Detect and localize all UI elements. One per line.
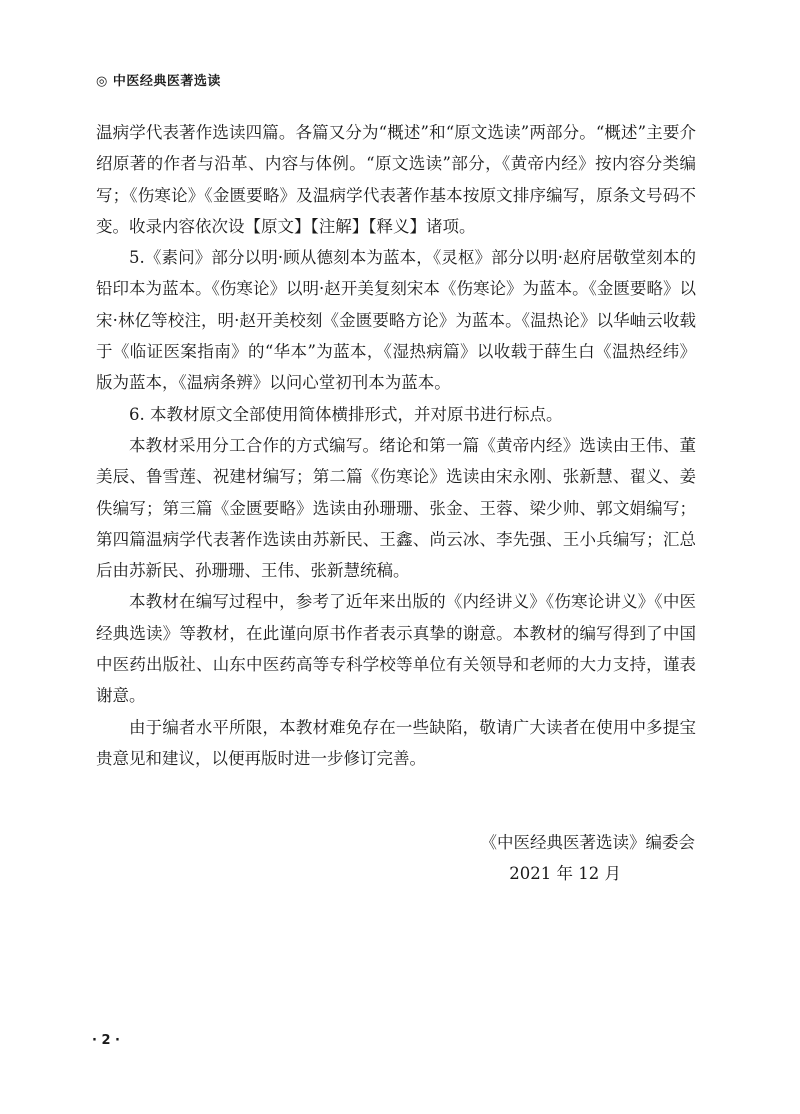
paragraph-acknowledgement: 本教材在编写过程中，参考了近年来出版的《内经讲义》《伤寒论讲义》《中医经典选读》等教材，在此谨向原书作者表示真挚的谢意。本教材的编写得到了中国中医药出版社、山东中医药高等专科学校等单位有关领导和老师的大力支持，谨表谢意。 [96, 592, 696, 706]
paragraph-item-6: 6. 本教材原文全部使用简体横排形式，并对原书进行标点。 [129, 404, 563, 424]
paragraph-authors: 本教材采用分工合作的方式编写。绪论和第一篇《黄帝内经》选读由王伟、董美辰、鲁雪莲、祝建材编写；第二篇《伤寒论》选读由宋永刚、张新慧、翟义、姜佚编写；第三篇《金匮要略》选读由孙珊珊、张金、王蓉、梁少帅、郭文娟编写；第四篇温病学代表著作选读由苏新民、王鑫、尚云冰、李先强、王小兵编写；汇总后由苏新民、孙珊珊、王伟、张新慧统稿。 [96, 435, 696, 581]
body-text [96, 117, 696, 774]
signature-date: 2021 年 12 月 [509, 864, 621, 884]
paragraph-closing: 由于编者水平所限，本教材难免存在一些缺陷，敬请广大读者在使用中多提宝贵意见和建议，以便再版时进一步修订完善。 [96, 717, 696, 768]
signature-committee: 《中医经典医著选读》编委会 [480, 833, 695, 852]
paragraph-continuation: 温病学代表著作选读四篇。各篇又分为“概述”和“原文选读”两部分。“概述”主要介绍原著的作者与沿革、内容与体例。“原文选读”部分，《黄帝内经》按内容分类编写；《伤寒论》《金匮要略》及温病学代表著作基本按原文排序编写，原条文号码不变。收录内容依次设【原文】【注解】【释义】诸项。 [96, 123, 696, 236]
signature-block [481, 827, 696, 890]
paragraph-item-5: 5.《素问》部分以明·顾从德刻本为蓝本，《灵枢》部分以明·赵府居敬堂刻本的铅印本为蓝本。《伤寒论》以明·赵开美复刻宋本《伤寒论》为蓝本。《金匮要略》以宋·林亿等校注，明·赵开美校刻《金匮要略方论》为蓝本。《温热论》以华岫云收载于《临证医案指南》的“华本”为蓝本，《湿热病篇》以收载于薛生白《温热经纬》版为蓝本，《温病条辨》以问心堂初刊本为蓝本。 [96, 248, 696, 393]
page-number: · 2 · [92, 1033, 120, 1048]
running-header-title: ◎ 中医经典医著选读 [96, 74, 221, 89]
